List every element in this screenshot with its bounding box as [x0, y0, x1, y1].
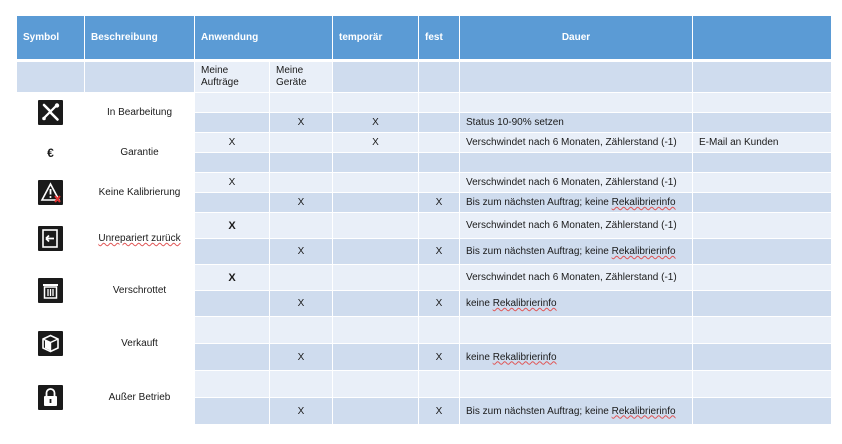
- extra-cell: [693, 371, 832, 398]
- fest-cell: [419, 193, 460, 213]
- fest-cell-text: X: [435, 298, 443, 309]
- fest-cell: [419, 213, 460, 239]
- symbol-cell: [17, 93, 85, 133]
- dauer-cell-text: Verschwindet nach 6 Monaten, Zählerstand (-1): [466, 137, 677, 148]
- subheader-meine-auftraege: Meine Aufträge: [195, 61, 270, 93]
- euro-icon: €: [47, 145, 54, 160]
- temporaer-cell-text: X: [372, 117, 379, 128]
- symbol-cell: [17, 265, 85, 317]
- temporaer-cell: [333, 239, 419, 265]
- symbol-cell: [17, 213, 85, 265]
- extra-cell: [693, 239, 832, 265]
- dauer-cell-text: Status 10-90% setzen: [466, 117, 564, 128]
- dauer-cell-text: Verschwindet nach 6 Monaten, Zählerstand (-1): [466, 220, 677, 231]
- dauer-cell: [460, 93, 693, 113]
- extra-cell: [693, 398, 832, 425]
- meine-auftraege-cell: [195, 153, 270, 173]
- description-label: Unrepariert zurück: [98, 233, 181, 244]
- dauer-cell: [460, 113, 693, 133]
- meine-auftraege-cell: [195, 113, 270, 133]
- fest-cell: [419, 93, 460, 113]
- meine-auftraege-cell-text: X: [228, 177, 236, 188]
- temporaer-cell: [333, 371, 419, 398]
- meine-auftraege-cell: [195, 93, 270, 113]
- header-dauer: Dauer: [460, 16, 693, 61]
- subheader-empty-cell: [460, 61, 693, 93]
- meine-auftraege-cell: [195, 371, 270, 398]
- meine-geraete-cell: [270, 344, 333, 371]
- dauer-cell: [460, 133, 693, 153]
- table-row: [17, 213, 832, 239]
- temporaer-cell: [333, 344, 419, 371]
- subheader-meine-geraete: Meine Geräte: [270, 61, 333, 93]
- dauer-cell-text: Bis zum nächsten Auftrag; keine Rekalibrierinfo: [466, 197, 676, 208]
- spellcheck-word: Rekalibrierinfo: [611, 197, 676, 208]
- symbol-cell: [17, 173, 85, 213]
- meine-geraete-cell: [270, 193, 333, 213]
- fest-cell-text: X: [435, 405, 443, 417]
- padlock-icon: [38, 385, 63, 410]
- header-extra: [693, 16, 832, 61]
- exit-door-icon: [38, 226, 63, 251]
- status-symbol-table: [16, 15, 832, 425]
- subheader-empty-cell: [333, 61, 419, 93]
- meine-geraete-cell-text: X: [297, 197, 305, 208]
- dauer-cell: [460, 213, 693, 239]
- tools-icon: [38, 100, 63, 125]
- extra-cell: [693, 153, 832, 173]
- description-label: In Bearbeitung: [106, 107, 173, 118]
- meine-geraete-cell: [270, 213, 333, 239]
- temporaer-cell: [333, 398, 419, 425]
- meine-geraete-cell: [270, 265, 333, 291]
- spellcheck-word: Rekalibrierinfo: [611, 405, 676, 417]
- dauer-cell-text: Verschwindet nach 6 Monaten, Zählerstand (-1): [466, 177, 677, 188]
- dauer-cell: [460, 344, 693, 371]
- fest-cell: [419, 291, 460, 317]
- fest-cell: [419, 265, 460, 291]
- temporaer-cell: [333, 291, 419, 317]
- dauer-cell: [460, 239, 693, 265]
- spellcheck-word: Rekalibrierinfo: [492, 298, 557, 309]
- description-cell: [85, 265, 195, 317]
- header-temporaer: temporär: [333, 16, 419, 61]
- temporaer-cell: [333, 193, 419, 213]
- meine-auftraege-cell: [195, 133, 270, 153]
- table-row: [17, 133, 832, 153]
- fest-cell: [419, 239, 460, 265]
- description-label: Garantie: [120, 147, 159, 158]
- package-box-icon: [38, 331, 63, 356]
- dauer-cell: [460, 265, 693, 291]
- header-beschreibung: Beschreibung: [85, 16, 195, 61]
- extra-cell: [693, 344, 832, 371]
- table-row: [17, 317, 832, 344]
- dauer-cell-text: keine Rekalibrierinfo: [466, 351, 557, 363]
- meine-geraete-cell-text: X: [297, 351, 305, 363]
- trash-bin-icon: [38, 278, 63, 303]
- temporaer-cell: [333, 113, 419, 133]
- description-label: Außer Betrieb: [108, 392, 171, 403]
- meine-auftraege-cell: [195, 239, 270, 265]
- meine-auftraege-cell-text: X: [228, 137, 236, 148]
- dauer-cell: [460, 153, 693, 173]
- table-row: [17, 265, 832, 291]
- temporaer-cell: [333, 317, 419, 344]
- meine-geraete-cell-text: X: [297, 405, 305, 417]
- dauer-cell-text: keine Rekalibrierinfo: [466, 298, 557, 309]
- temporaer-cell: [333, 133, 419, 153]
- meine-auftraege-cell: [195, 213, 270, 239]
- subheader-empty-cell: [85, 61, 195, 93]
- dauer-cell: [460, 291, 693, 317]
- fest-cell: [419, 344, 460, 371]
- meine-auftraege-cell: [195, 344, 270, 371]
- meine-auftraege-cell: [195, 291, 270, 317]
- extra-cell: [693, 265, 832, 291]
- fest-cell: [419, 371, 460, 398]
- meine-auftraege-cell-text: X: [228, 271, 236, 284]
- description-cell: [85, 133, 195, 173]
- header-fest: fest: [419, 16, 460, 61]
- dauer-cell-text: Verschwindet nach 6 Monaten, Zählerstand (-1): [466, 272, 677, 283]
- dauer-cell-text: Bis zum nächsten Auftrag; keine Rekalibrierinfo: [466, 246, 676, 257]
- meine-geraete-cell: [270, 113, 333, 133]
- dauer-cell: [460, 173, 693, 193]
- symbol-cell: [17, 317, 85, 371]
- description-cell: [85, 173, 195, 213]
- extra-cell: [693, 113, 832, 133]
- header-symbol: Symbol: [17, 16, 85, 61]
- fest-cell: [419, 153, 460, 173]
- description-cell: [85, 93, 195, 133]
- temporaer-cell: [333, 213, 419, 239]
- dauer-cell-text: Bis zum nächsten Auftrag; keine Rekalibrierinfo: [466, 405, 676, 417]
- dauer-cell: [460, 371, 693, 398]
- fest-cell-text: X: [435, 351, 443, 363]
- spellcheck-word: Rekalibrierinfo: [492, 351, 557, 363]
- subheader-empty-cell: [17, 61, 85, 93]
- meine-auftraege-cell: [195, 265, 270, 291]
- description-cell: [85, 317, 195, 371]
- meine-auftraege-cell: [195, 193, 270, 213]
- dauer-cell: [460, 398, 693, 425]
- temporaer-cell: [333, 93, 419, 113]
- temporaer-cell: [333, 153, 419, 173]
- extra-cell: [693, 133, 832, 153]
- header-anwendung: Anwendung: [195, 16, 333, 61]
- subheader-empty-cell: [419, 61, 460, 93]
- no-calibration-icon: [38, 180, 63, 205]
- temporaer-cell-text: X: [372, 137, 379, 148]
- extra-cell-text: E-Mail an Kunden: [699, 137, 779, 148]
- meine-geraete-cell: [270, 291, 333, 317]
- meine-geraete-cell: [270, 173, 333, 193]
- meine-auftraege-cell: [195, 317, 270, 344]
- fest-cell: [419, 317, 460, 344]
- extra-cell: [693, 291, 832, 317]
- description-label: Verschrottet: [112, 285, 167, 296]
- table-row: [17, 173, 832, 193]
- fest-cell: [419, 398, 460, 425]
- extra-cell: [693, 93, 832, 113]
- header-row: [17, 16, 832, 61]
- extra-cell: [693, 317, 832, 344]
- description-label: Keine Kalibrierung: [98, 187, 181, 198]
- extra-cell: [693, 173, 832, 193]
- meine-geraete-cell: [270, 398, 333, 425]
- extra-cell: [693, 193, 832, 213]
- meine-geraete-cell: [270, 93, 333, 113]
- meine-auftraege-cell: [195, 398, 270, 425]
- extra-cell: [693, 213, 832, 239]
- table-row: [17, 371, 832, 398]
- subheader-row: [17, 61, 832, 93]
- dauer-cell: [460, 193, 693, 213]
- description-cell: [85, 371, 195, 425]
- meine-geraete-cell: [270, 153, 333, 173]
- meine-geraete-cell: [270, 317, 333, 344]
- symbol-cell: [17, 133, 85, 173]
- dauer-cell: [460, 317, 693, 344]
- fest-cell: [419, 113, 460, 133]
- description-cell: [85, 213, 195, 265]
- meine-geraete-cell-text: X: [297, 117, 305, 128]
- meine-geraete-cell-text: X: [297, 298, 305, 309]
- meine-geraete-cell-text: X: [297, 246, 305, 257]
- meine-geraete-cell: [270, 133, 333, 153]
- table-row: [17, 93, 832, 113]
- subheader-empty-cell: [693, 61, 832, 93]
- spellcheck-word: Rekalibrierinfo: [611, 246, 676, 257]
- temporaer-cell: [333, 173, 419, 193]
- meine-auftraege-cell-text: X: [228, 219, 236, 232]
- symbol-cell: [17, 371, 85, 425]
- fest-cell: [419, 173, 460, 193]
- fest-cell-text: X: [435, 246, 443, 257]
- meine-geraete-cell: [270, 371, 333, 398]
- meine-geraete-cell: [270, 239, 333, 265]
- meine-auftraege-cell: [195, 173, 270, 193]
- description-label: Verkauft: [121, 338, 158, 349]
- temporaer-cell: [333, 265, 419, 291]
- fest-cell-text: X: [435, 197, 443, 208]
- fest-cell: [419, 133, 460, 153]
